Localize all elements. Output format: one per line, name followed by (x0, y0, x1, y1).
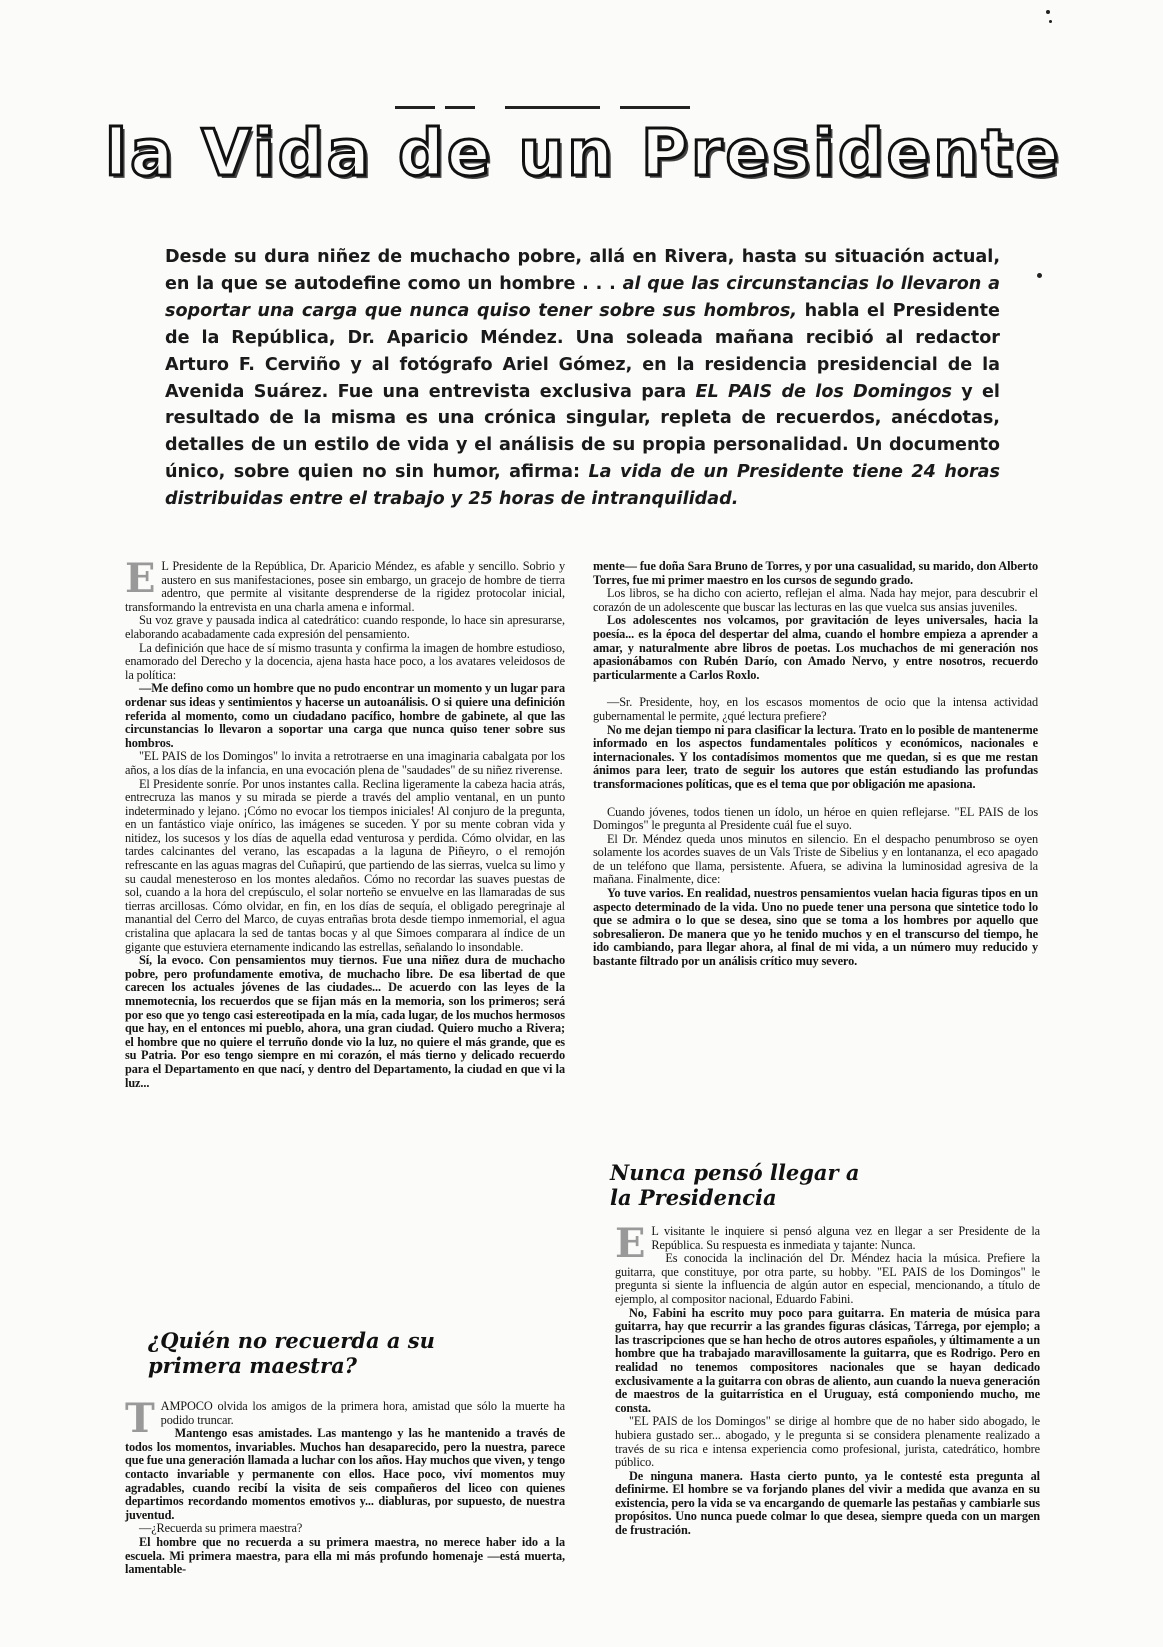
article-paragraph: —¿Recuerda su primera maestra? (139, 1521, 303, 1536)
article-paragraph: Los adolescentes nos volcamos, por gravitación de leyes universales, hacia la poesía... es la época del despertar del alma, cuando el hombre empieza a aprender a amar, y naturalmente abre libros de poetas. Los muchachos de mi generación nos apasionábamos con Rubén Darío, con Amado Nervo, y entre nosotros, recuerdo particularmente a Carlos Roxlo. (593, 613, 1038, 682)
lead-publication: EL PAIS de los Domingos (695, 381, 952, 402)
page-title: la Vida de un Presidente (105, 117, 1062, 191)
spacer (593, 682, 1038, 696)
article-paragraph: "EL PAIS de los Domingos" se dirige al hombre que de no haber sido abogado, le hubiera gustado ser... abogado, y le pregunta si se considera plenamente realizado a través de su rica e intensa experiencia como profesional, jurista, catedrático, hombre público. (615, 1414, 1040, 1470)
title-ornament (505, 106, 600, 109)
article-paragraph: L Presidente de la República, Dr. Aparicio Méndez, es afable y sencillo. Sobrio y austero en sus manifestaciones, posee sin embargo, un gracejo de hombre de tierra adentro, que permite al visitante desprenderse de la rigidez protocolar inicial, transformando la entrevista en una charla amena e informal. (125, 559, 565, 614)
article-paragraph: Es conocida la inclinación del Dr. Méndez hacia la música. Prefiere la guitarra, que constituye, por otra parte, su hobby. "EL PAIS de los Domingos" le pregunta si siente la influencia de algún autor en especial, mencionando, a título de ejemplo, al compositor nacional, Eduardo Fabini. (615, 1251, 1040, 1306)
title-ornament (445, 106, 475, 109)
right-column-bottom (615, 1220, 1040, 1538)
scan-speck (1046, 10, 1050, 14)
lead-text-2: habla el Presidente de la República, Dr. Aparicio Méndez. Una soleada mañana recibió al redactor Arturo F. Cerviño y al fotógrafo Ariel Gómez, en la residencia presidencial de la Avenida Suárez. Fue una entrevista exclusiva para (165, 300, 1000, 402)
scan-speck (1037, 273, 1042, 278)
article-paragraph: No me dejan tiempo ni para clasificar la lectura. Trato en lo posible de mantenerme informado en los aspectos fundamentales políticos y económicos, nacionales e internacionales. Y los contadísimos momentos que me quedan, si es que me restan ánimos para leer, trato de seguir los autores que están estudiando las profundas transformaciones políticas, que es el tema que por obligación me apasiona. (593, 722, 1038, 791)
article-paragraph: L visitante le inquiere si pensó alguna vez en llegar a ser Presidente de la República. Su respuesta es inmediata y tajante: Nunca. (651, 1224, 1040, 1252)
article-paragraph: De ninguna manera. Hasta cierto punto, ya le contesté esta pregunta al definirme. El hombre se va forjando planes del vivir a medida que avanza en su existencia, pero la vida se va encargando de quemarle las pestañas y cambiarle sus propósitos. Uno nunca puede colmar lo que desea, siempre queda con un margen de frustración. (615, 1468, 1040, 1538)
lead-quote-1: al que las circunstancias lo llevaron a soportar una carga que nunca quiso tener sobre sus hombros, (165, 273, 1000, 321)
article-paragraph: Cuando jóvenes, todos tienen un ídolo, un héroe en quien reflejarse. "EL PAIS de los Domingos" le pregunta al Presidente cuál fue el suyo. (593, 804, 1038, 833)
title-ornament (395, 106, 435, 109)
scan-speck (1049, 20, 1052, 23)
article-paragraph: —Me defino como un hombre que no pudo encontrar un momento y un lugar para ordenar sus ideas y sentimientos y hacerse un autoanálisis. O si quiere una definición referida al momento, como un ciudadano pacífico, hombre de gabinete, al que las circunstancias lo llevaron a soportar una carga que nunca quiso tener sobre sus hombros. (125, 681, 565, 750)
article-paragraph: Los libros, se ha dicho con acierto, reflejan el alma. Nada hay mejor, para descubrir el corazón de un adolescente que buscar las lecturas en las que vuelca sus ansias juveniles. (593, 586, 1038, 614)
article-paragraph: El hombre que no recuerda a su primera maestra, no merece haber ido a la escuela. Mi primera maestra, para ella mi más profundo homenaje —está muerta, lamentable- (125, 1534, 565, 1577)
lead-text-3: y el resultado de la misma es una crónica singular, repleta de recuerdos, anécdotas, detalles de un estilo de vida y el análisis de su propia personalidad. Un documento único, sobre quien no sin humor, afirma: (165, 381, 1000, 483)
subhead-maestra: ¿Quién no recuerda a su primera maestra? (148, 1328, 435, 1378)
article-paragraph: Mantengo esas amistades. Las mantengo y las he mantenido a través de todos los momentos, invariables. Muchos han desaparecido, pero la nuestra, parece que fue una generación llamada a luchar con los años. Hay muchos que viven, y tengo contacto invariable y permanente con ellos. Hace poco, viví momentos muy agradables, cuando recibí la visita de seis compañeros del liceo con quienes departimos recordando momentos emotivos y... diabluras, por supuesto, de nuestra juventud. (125, 1426, 566, 1522)
drop-cap: E (125, 555, 156, 602)
article-paragraph: mente— fue doña Sara Bruno de Torres, y por una casualidad, su marido, don Alberto Torres, fue mi primer maestro en los cursos de segundo grado. (593, 559, 1038, 587)
lead-paragraph (165, 244, 1000, 513)
drop-cap: E (615, 1220, 646, 1267)
article-paragraph: No, Fabini ha escrito muy poco para guitarra. En materia de música para guitarra, hay que recurrir a las grandes figuras clásicas, Tárrega, por ejemplo; a las trascripciones que se han hecho de otros autores españoles, y últimamente a un hombre que ha trabajado maravillosamente la guitarra, que es Rodrigo. Pero en realidad no tenemos compositores nacionales que se hayan dedicado exclusivamente a la guitarra con obras de aliento, aun cuando la nueva generación de maestros de la guitarrística en el Uruguay, está componiendo mucho, me consta. (615, 1305, 1040, 1415)
article-paragraph: Yo tuve varios. En realidad, nuestros pensamientos vuelan hacia figuras tipos en un aspecto determinado de la vida. Uno no puede tener una persona que sintetice todo lo que se admira o lo que se desea, sino que se toma a los hombres por aquello que sobresalieron. De manera que yo he tenido muchos y en el transcurso del tiempo, he ido cambiando, para llegar ahora, al final de mi vida, a un número muy reducido y bastante filtrado por un análisis crítico muy severo. (593, 886, 1038, 969)
article-paragraph: Sí, la evoco. Con pensamientos muy tiernos. Fue una niñez dura de muchacho pobre, pero profundamente emotiva, de muchacho libre. De esa libertad de que carecen los actuales jóvenes de las ciudades... De acuerdo con las leyes de la mnemotecnia, los recuerdos que se fijan más en la memoria, son los primeros; será por eso que yo tengo casi estereotipada en la mía, cada lugar, de los muchos hermosos que hay, en el entonces mi pueblo, ahora, una gran ciudad. Quiero mucho a Rivera; el hombre que no quiere el terruño donde vio la luz, no quiere el más grande, que es su Patria. Por eso tengo siempre en mi corazón, el más tierno y delicado recuerdo para el Departamento en que nací, y dentro del Departamento, la ciudad en que vi la luz... (125, 953, 565, 1090)
left-column-top (125, 555, 565, 1090)
right-column-top (593, 560, 1038, 969)
title-ornament (620, 106, 690, 109)
article-paragraph: Su voz grave y pausada indica al catedrático: cuando responde, lo hace sin apresurarse, elaborando acabadamente cada expresión del pensamiento. (125, 613, 565, 641)
lead-quote-2: La vida de un Presidente tiene 24 horas distribuidas entre el trabajo y 25 horas de intranquilidad. (165, 462, 1000, 510)
article-paragraph: "EL PAIS de los Domingos" lo invita a retrotraerse en una imaginaria cabalgata por los años, a los días de la infancia, en una evocación plena de "saudades" de su niñez riverense. (125, 749, 565, 777)
lead-text-1: Desde su dura niñez de muchacho pobre, allá en Rivera, hasta su situación actual, en la que se autodefine como un hombre . . . (165, 247, 1000, 294)
article-paragraph: —Sr. Presidente, hoy, en los escasos momentos de ocio que la intensa actividad gubernamental le permite, ¿qué lectura prefiere? (593, 695, 1038, 723)
article-paragraph: AMPOCO olvida los amigos de la primera hora, amistad que sólo la muerte ha podido truncar. (160, 1399, 565, 1427)
article-paragraph: El Presidente sonríe. Por unos instantes calla. Reclina ligeramente la cabeza hacia atrás, entrecruza las manos y su mirada se pierde a través del amplio ventanal, en un punto indeterminado y lejano. ¡Cómo no evocar los tiempos iniciales! Al conjuro de la pregunta, en un fantástico viaje onírico, las imágenes se suceden. Y por su mente cobran vida y nitidez, los sucesos y los días de aquella edad venturosa y perdida. Cómo olvidar, en las tardes calcinantes del verano, las escapadas a la laguna de Piñeyro, o el remojón refrescante en las aguas magras del Cuñapirú, que partiendo de las sierras, vuelca su limo y su caudal menesteroso en los montes aledaños. Cómo no recordar las suaves puestas de sol, cuando a la hora del crepúsculo, el solar norteño se envuelve en las llamaradas de sus tierras arcillosas. Cómo olvidar, en fin, en los días de sequía, el obligado peregrinaje al manantial del Cerro del Marco, de cuyas entrañas brota desde tiempo inmemorial, el agua cristalina que aplacara la sed de tantas bocas y al que Simoes comparara al índice de un gigante que estuviera eternamente indicando las estrellas, señalando lo insondable. (125, 776, 565, 954)
drop-cap: T (125, 1395, 155, 1442)
spacer (593, 792, 1038, 806)
subhead-presidencia: Nunca pensó llegar a la Presidencia (610, 1160, 860, 1210)
article-paragraph: El Dr. Méndez queda unos minutos en silencio. En el despacho penumbroso se oyen solamente los acordes suaves de un Vals Triste de Sibelius y en lontananza, el eco apagado de un teléfono que llama, persistente. Afuera, se adivina la luminosidad agresiva de la mañana. Finalmente, dice: (593, 831, 1038, 887)
left-column-bottom (125, 1395, 566, 1577)
article-paragraph: La definición que hace de sí mismo trasunta y confirma la imagen de hombre estudioso, enamorado del Derecho y la docencia, ajena hasta hace poco, a los avatares veleidosos de la política: (125, 640, 565, 682)
